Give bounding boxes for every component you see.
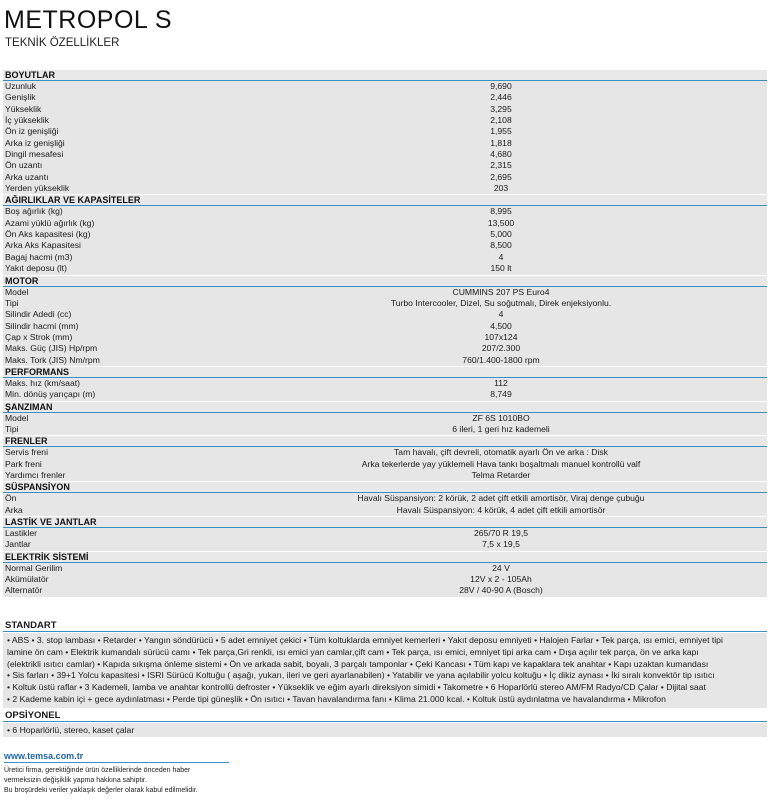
spec-label: Model — [5, 412, 29, 423]
spec-value: 4,500 — [490, 320, 512, 331]
spec-row — [3, 218, 767, 229]
optional-line: • 6 Hoparlörlü, stereo, kaset çalar — [7, 725, 135, 735]
spec-label: Model — [5, 286, 29, 297]
spec-label: Servis freni — [5, 447, 48, 458]
spec-label: Dingil mesafesi — [5, 149, 64, 160]
spec-value: 13,500 — [487, 217, 515, 228]
spec-row — [3, 81, 767, 92]
spec-row — [3, 92, 767, 103]
spec-row — [3, 447, 767, 458]
spec-value: 4 — [498, 309, 504, 320]
spec-label: Uzunluk — [5, 81, 37, 91]
spec-row — [3, 263, 767, 274]
spec-row — [3, 229, 767, 240]
spec-label: Silindir Adedi (cc) — [5, 309, 72, 320]
spec-value: 760/1.400-1800 rpm — [462, 354, 540, 365]
spec-label: Azami yüklü ağırlık (kg) — [5, 217, 95, 228]
spec-row — [3, 343, 767, 354]
spec-value: Havalı Süspansiyon: 2 körük, 2 adet çift etkili amortisör, Viraj denge çubuğu — [357, 493, 645, 504]
section-heading: LASTİK VE JANTLAR — [3, 517, 767, 528]
spec-value: 3,295 — [490, 103, 512, 114]
spec-label: Jantlar — [5, 539, 31, 550]
spec-row — [3, 563, 767, 574]
spec-value: 8,749 — [490, 389, 512, 400]
section-heading: ŞANZIMAN — [3, 402, 767, 413]
spec-label: Çap x Strok (mm) — [5, 331, 73, 342]
spec-label: Ön — [5, 493, 17, 504]
spec-value: 2,695 — [490, 171, 512, 182]
spec-label: Yerden yükseklik — [5, 183, 70, 194]
spec-row — [3, 493, 767, 504]
spec-label: Maks. Tork (JIS) Nm/rpm — [5, 354, 100, 365]
spec-label: Ön iz genişliği — [5, 126, 59, 137]
spec-row — [3, 240, 767, 251]
spec-table — [3, 70, 767, 598]
page-title: METROPOL S — [4, 6, 172, 34]
spec-value: 112 — [494, 377, 508, 388]
spec-value: 265/70 R 19,5 — [474, 528, 528, 538]
spec-value: 107x124 — [484, 331, 518, 342]
disclaimer — [4, 766, 244, 796]
spec-label: Min. dönüş yarıçapı (m) — [5, 389, 96, 400]
spec-value: 7,5 x 19,5 — [482, 539, 520, 550]
spec-value: 2,446 — [490, 92, 512, 103]
spec-value: 28V / 40-90 A (Bosch) — [459, 585, 543, 596]
standard-heading: STANDART — [3, 621, 767, 632]
spec-value: 207/2.300 — [481, 343, 521, 354]
spec-value: Arka tekerlerde yay yüklemeli Hava tankı boşaltmalı manuel kontrollü valf — [361, 458, 641, 469]
spec-value: 4,680 — [490, 149, 512, 160]
spec-row — [3, 378, 767, 389]
disclaimer-line: Üretici firma, gerektiğinde ürün özelliklerinde önceden haber — [4, 767, 191, 774]
section-heading: ELEKTRİK SİSTEMİ — [3, 552, 767, 563]
section-heading: FRENLER — [3, 436, 767, 447]
spec-label: Arka uzantı — [5, 171, 49, 182]
spec-value: 150 lt — [490, 263, 512, 274]
standard-line: • Koltuk üstü raflar • 3 Kademeli, lamba ve anahtar kontrollü defroster • Yükseklik ve eğim ayarlı direksiyon simidi • Takometre • 6 Hoparlörlü stereo AM/FM Radyo/CD Çalar • Dijital saat — [7, 682, 706, 693]
spec-row — [3, 252, 767, 263]
spec-value: ZF 6S 1010BO — [472, 412, 530, 423]
website-link[interactable]: www.temsa.com.tr — [4, 751, 229, 763]
spec-value: 2,315 — [490, 160, 512, 171]
spec-row — [3, 138, 767, 149]
spec-label: Maks. Güç (JIS) Hp/rpm — [5, 343, 98, 354]
spec-value: Havalı Süspansiyon: 4 körük, 4 adet çift etkili amortisör — [396, 504, 606, 515]
section-heading: AĞIRLIKLAR VE KAPASİTELER — [3, 195, 767, 206]
spec-value: 6 ileri, 1 geri hız kademeli — [452, 423, 550, 434]
standard-list — [3, 633, 767, 708]
section-heading: MOTOR — [3, 276, 767, 287]
spec-row — [3, 149, 767, 160]
spec-value: 24 V — [492, 562, 510, 573]
spec-value: Turbo Intercooler, Dizel, Su soğutmalı, Direk enjeksiyonlu. — [390, 297, 612, 308]
spec-row — [3, 172, 767, 183]
standard-line: • ABS • 3. stop lambası • Retarder • Yangın söndürücü • 5 adet emniyet çekici • Tüm koltuklarda emniyet kemerleri • Yakıt deposu emniyeti • Halojen Farlar • Tek parça, ısı emici, emniyet tipi — [7, 635, 723, 645]
spec-row — [3, 126, 767, 137]
spec-row — [3, 424, 767, 435]
footer — [4, 751, 244, 796]
section-heading: PERFORMANS — [3, 367, 767, 378]
spec-row — [3, 321, 767, 332]
spec-value: 12V x 2 - 105Ah — [470, 574, 532, 585]
spec-label: Arka — [5, 504, 23, 515]
spec-label: İç yükseklik — [5, 115, 49, 126]
spec-value: 2,108 — [490, 115, 512, 126]
spec-label: Tipi — [5, 297, 19, 308]
spec-row — [3, 574, 767, 585]
spec-label: Arka Aks Kapasitesi — [5, 240, 81, 251]
spec-value: 8,500 — [490, 240, 512, 251]
spec-value: 1,955 — [490, 126, 512, 137]
spec-row — [3, 585, 767, 596]
section-heading: BOYUTLAR — [3, 70, 767, 81]
spec-row — [3, 459, 767, 470]
spec-row — [3, 539, 767, 550]
spec-row — [3, 470, 767, 481]
spec-row — [3, 160, 767, 171]
spec-label: Park freni — [5, 458, 42, 469]
standard-features — [3, 621, 767, 708]
page-subtitle: TEKNİK ÖZELLİKLER — [5, 37, 120, 49]
optional-list — [3, 723, 767, 737]
spec-label: Maks. hız (km/saat) — [5, 377, 80, 388]
spec-value: Telma Retarder — [471, 469, 531, 480]
spec-value: 9,690 — [490, 81, 512, 91]
spec-value: 1,818 — [490, 137, 512, 148]
spec-label: Bagaj hacmi (m3) — [5, 251, 73, 262]
spec-row — [3, 298, 767, 309]
spec-label: Akümülatör — [5, 574, 49, 585]
spec-row — [3, 528, 767, 539]
spec-row — [3, 505, 767, 516]
spec-label: Yardımcı frenler — [5, 469, 66, 480]
spec-row — [3, 115, 767, 126]
optional-heading: OPSİYONEL — [3, 711, 767, 722]
spec-label: Alternatör — [5, 585, 43, 596]
spec-row — [3, 104, 767, 115]
spec-row — [3, 309, 767, 320]
standard-line: • 2 Kademe kabin içi + gece aydınlatması • Perde tipi güneşlik • Ön ısıtıcı • Tavan havalandırma fanı • Klima 21.000 kcal. • Koltuk üstü aydınlatma ve havalandırma • Mikrofon — [7, 693, 666, 704]
spec-row — [3, 206, 767, 217]
spec-row — [3, 413, 767, 424]
spec-label: Yükseklik — [5, 103, 42, 114]
spec-value: 8,995 — [490, 206, 512, 217]
standard-line: lamine ön cam • Elektrik kumandalı sürücü camı • Tek parça,Gri renkli, ısı emici yan camlar,çift cam • Tek parça, ısı emici, emniyet tipi arka cam • Dışa açılır tek parça, ön ve arka kapı — [7, 646, 699, 657]
spec-value: CUMMINS 207 PS Euro4 — [452, 286, 550, 297]
spec-value: 5,000 — [490, 229, 512, 240]
spec-label: Tipi — [5, 423, 19, 434]
spec-label: Lastikler — [5, 528, 37, 538]
spec-label: Arka iz genişliği — [5, 137, 65, 148]
optional-features — [3, 711, 767, 737]
spec-label: Silindir hacmi (mm) — [5, 320, 79, 331]
spec-label: Normal Gerilim — [5, 562, 63, 573]
spec-value: 4 — [498, 251, 504, 262]
section-heading: SÜSPANSİYON — [3, 482, 767, 493]
spec-row — [3, 332, 767, 343]
spec-label: Genişlik — [5, 92, 36, 103]
spec-label: Ön uzantı — [5, 160, 43, 171]
spec-label: Yakıt deposu (lt) — [5, 263, 67, 274]
disclaimer-line: Bu broşürdeki veriler yaklaşık değerler olarak kabul edilmelidir. — [4, 787, 198, 794]
spec-row — [3, 183, 767, 194]
spec-value: 203 — [493, 183, 509, 194]
spec-label: Boş ağırlık (kg) — [5, 206, 63, 217]
disclaimer-line: vermeksizin değişiklik yapma hakkına sahiptir. — [4, 777, 147, 784]
spec-label: Ön Aks kapasitesi (kg) — [5, 229, 91, 240]
standard-line: • Sis farları • 39+1 Yolcu kapasitesi • ISRI Sürücü Koltuğu ( aşağı, yukarı, ileri ve geri ayarlanabilen) • Yatabilir ve yana açılabilir yolcu koltuğu • İç dikiz aynası • İki sıralı konvektör tip ısıtıcı — [7, 670, 715, 681]
spec-value: Tam havalı, çift devreli, otomatik ayarlı Ön ve arka : Disk — [394, 447, 608, 458]
spec-row — [3, 389, 767, 400]
spec-row — [3, 355, 767, 366]
spec-row — [3, 287, 767, 298]
standard-line: (elektrikli ısıtıcı camlar) • Kapıda sıkışma önleme sistemi • Ön ve arkada sabit, boyalı, 3 parçalı tamponlar • Çeki Kancası • Tüm kapı ve kapaklara tek anahtar • Kapı uzaktan kumandası — [7, 658, 709, 669]
